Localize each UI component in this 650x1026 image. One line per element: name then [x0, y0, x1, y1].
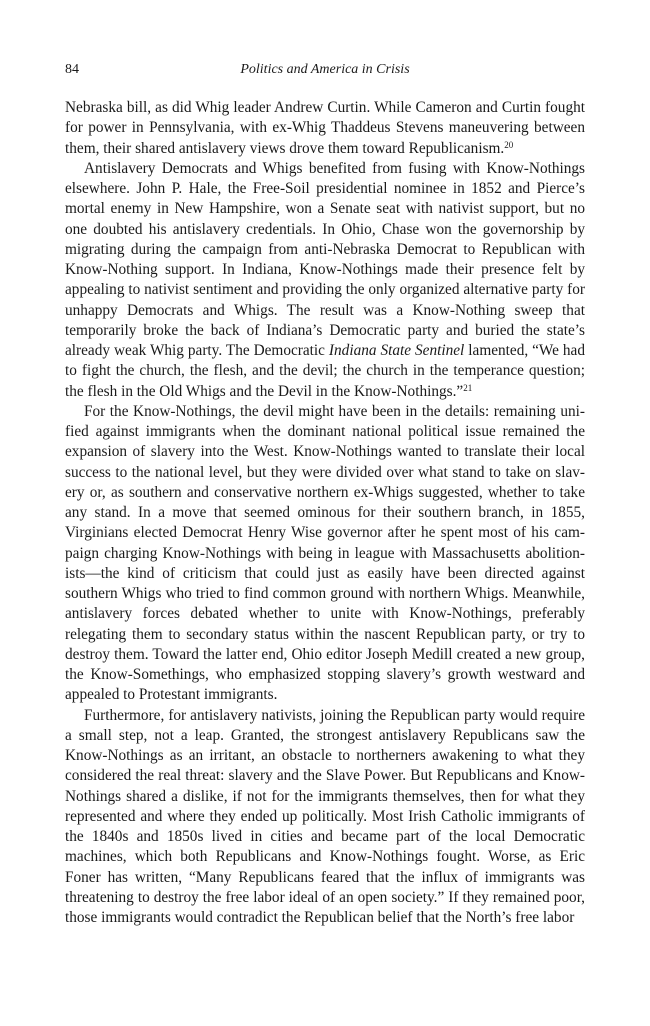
running-head [65, 62, 585, 82]
paragraph-text: lamented, “We had to fight the church, the flesh, and the devil; the church in the temperance question; the flesh in the Old Whigs and the Devil in the Know-Nothings.” [65, 342, 585, 400]
paragraph-text: Nebraska bill, as did Whig leader Andrew Curtin. While Cameron and Curtin fought for power in Pennsylvania, with ex-Whig Thaddeus Stevens maneuvering between them, their shared antislavery views drove them toward Republicanism. [65, 99, 585, 157]
paragraph-text: Antislavery Democrats and Whigs benefited from fusing with Know-Nothings elsewhere. John P. Hale, the Free-Soil presidential nominee in 1852 and Pierce’s mortal enemy in New Hampshire, won a Senate seat with nativist support, but no one doubted his antislavery credentials. In Ohio, Chase won the governorship by migrating during the campaign from anti-Nebraska Democrat to Republican with Know-Nothing support. In Indiana, Know-Nothings made their presence felt by appealing to nativist sentiment and providing the only organized alternative party for unhappy Democrats and Whigs. The result was a Know-Nothing sweep that temporarily broke the back of Indiana’s Democratic party and buried the state’s already weak Whig party. The Democratic [65, 159, 585, 359]
paragraph-text: Furthermore, for antislavery nativists, joining the Republican party would require a small step, not a leap. Granted, the strongest antislavery Republicans saw the Know-Nothings as an irritant, an obstacle to northerners awakening to what they considered the real threat: slavery and the Slave Power. But Republicans and Know-Nothings shared a dislike, if not for the immigrants themselves, then for what they represented and where they ended up politically. Most Irish Catholic immigrants of the 1840s and 1850s lived in cities and became part of the local Democratic machines, which both Republicans and Know-Nothings fought. Worse, as Eric Foner has written, “Many Republicans feared that the influx of immigrants was threatening to destroy the free labor ideal of an open society.” If they remained poor, those immigrants would contradict the Republican belief that the North’s free labor [65, 706, 585, 926]
newspaper-title: Indiana State Sentinel [328, 342, 465, 359]
footnote-ref-20: 20 [504, 139, 514, 150]
paragraph-4 [65, 706, 585, 929]
book-page [65, 62, 585, 928]
paragraph-text: For the Know-Nothings, the devil might have been in the details: remaining unified against immigrants when the dominant national political issue remained the expansion of slavery into the West. Know-Nothings wanted to translate their local success to the national level, but they were divided over what stand to take on slavery or, as southern and conservative northern ex-Whigs suggested, whether to take any stand. In a move that seemed ominous for their southern branch, in 1855, Virginians elected Democrat Henry Wise governor after he spent most of his campaign charging Know-Nothings with being in league with Massachusetts abolitionists—the kind of criticism that could just as easily have been directed against southern Whigs who tried to find common ground with northern Whigs. Meanwhile, antislavery forces debated whether to unite with Know-Nothings, preferably relegating them to secondary status within the nascent Republican party, or try to destroy them. Toward the latter end, Ohio editor Joseph Medill created a new group, the Know-Somethings, who emphasized stopping slavery’s growth westward and appealed to Protestant immigrants. [65, 402, 585, 704]
paragraph-2 [65, 159, 585, 402]
body-text [65, 98, 585, 928]
page-number: 84 [65, 62, 79, 77]
paragraph-3 [65, 402, 585, 706]
running-title: Politics and America in Crisis [240, 62, 410, 77]
footnote-ref-21: 21 [463, 382, 473, 393]
paragraph-1 [65, 98, 585, 159]
